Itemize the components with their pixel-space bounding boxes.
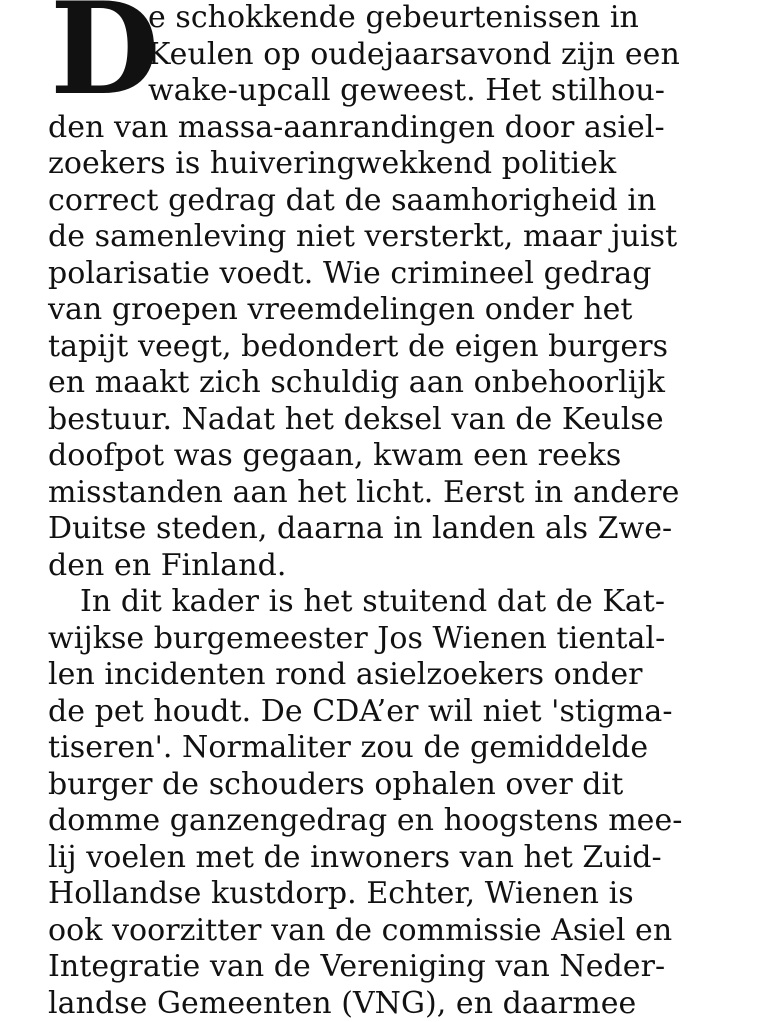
paragraph-1 bbox=[48, 0, 748, 584]
text-line: polarisatie voedt. Wie crimineel gedrag bbox=[48, 256, 748, 293]
text-line: de pet houdt. De CDA’er wil niet 'stigma- bbox=[48, 694, 748, 731]
text-line: de samenleving niet versterkt, maar juist bbox=[48, 219, 748, 256]
text-line: burger de schouders ophalen over dit bbox=[48, 767, 748, 804]
text-line: den en Finland. bbox=[48, 548, 748, 585]
text-line: wake-upcall geweest. Het stilhou- bbox=[48, 73, 748, 110]
text-line: den van massa-aanrandingen door asiel- bbox=[48, 110, 748, 147]
text-line: correct gedrag dat de saamhorigheid in bbox=[48, 183, 748, 220]
text-line: Hollandse kustdorp. Echter, Wienen is bbox=[48, 876, 748, 913]
text-line: Keulen op oudejaarsavond zijn een bbox=[48, 37, 748, 74]
text-line: en maakt zich schuldig aan onbehoorlijk bbox=[48, 365, 748, 402]
text-line: tapijt veegt, bedondert de eigen burgers bbox=[48, 329, 748, 366]
text-line: Integratie van de Vereniging van Neder- bbox=[48, 949, 748, 986]
paragraph-2 bbox=[48, 584, 748, 1022]
text-line: In dit kader is het stuitend dat de Kat- bbox=[48, 584, 748, 621]
text-line: landse Gemeenten (VNG), en daarmee bbox=[48, 986, 748, 1022]
text-line: zoekers is huiveringwekkend politiek bbox=[48, 146, 748, 183]
text-line: ook voorzitter van de commissie Asiel en bbox=[48, 913, 748, 950]
text-line: misstanden aan het licht. Eerst in andere bbox=[48, 475, 748, 512]
article-column bbox=[48, 0, 748, 1022]
drop-cap: D bbox=[50, 0, 159, 104]
text-line: bestuur. Nadat het deksel van de Keulse bbox=[48, 402, 748, 439]
text-line: domme ganzengedrag en hoogstens mee- bbox=[48, 803, 748, 840]
text-line: Duitse steden, daarna in landen als Zwe- bbox=[48, 511, 748, 548]
text-line: doofpot was gegaan, kwam een reeks bbox=[48, 438, 748, 475]
text-line: e schokkende gebeurtenissen in bbox=[48, 0, 748, 37]
text-line: van groepen vreemdelingen onder het bbox=[48, 292, 748, 329]
text-line: tiseren'. Normaliter zou de gemiddelde bbox=[48, 730, 748, 767]
text-line: lij voelen met de inwoners van het Zuid- bbox=[48, 840, 748, 877]
text-line: len incidenten rond asielzoekers onder bbox=[48, 657, 748, 694]
text-line: wijkse burgemeester Jos Wienen tiental- bbox=[48, 621, 748, 658]
